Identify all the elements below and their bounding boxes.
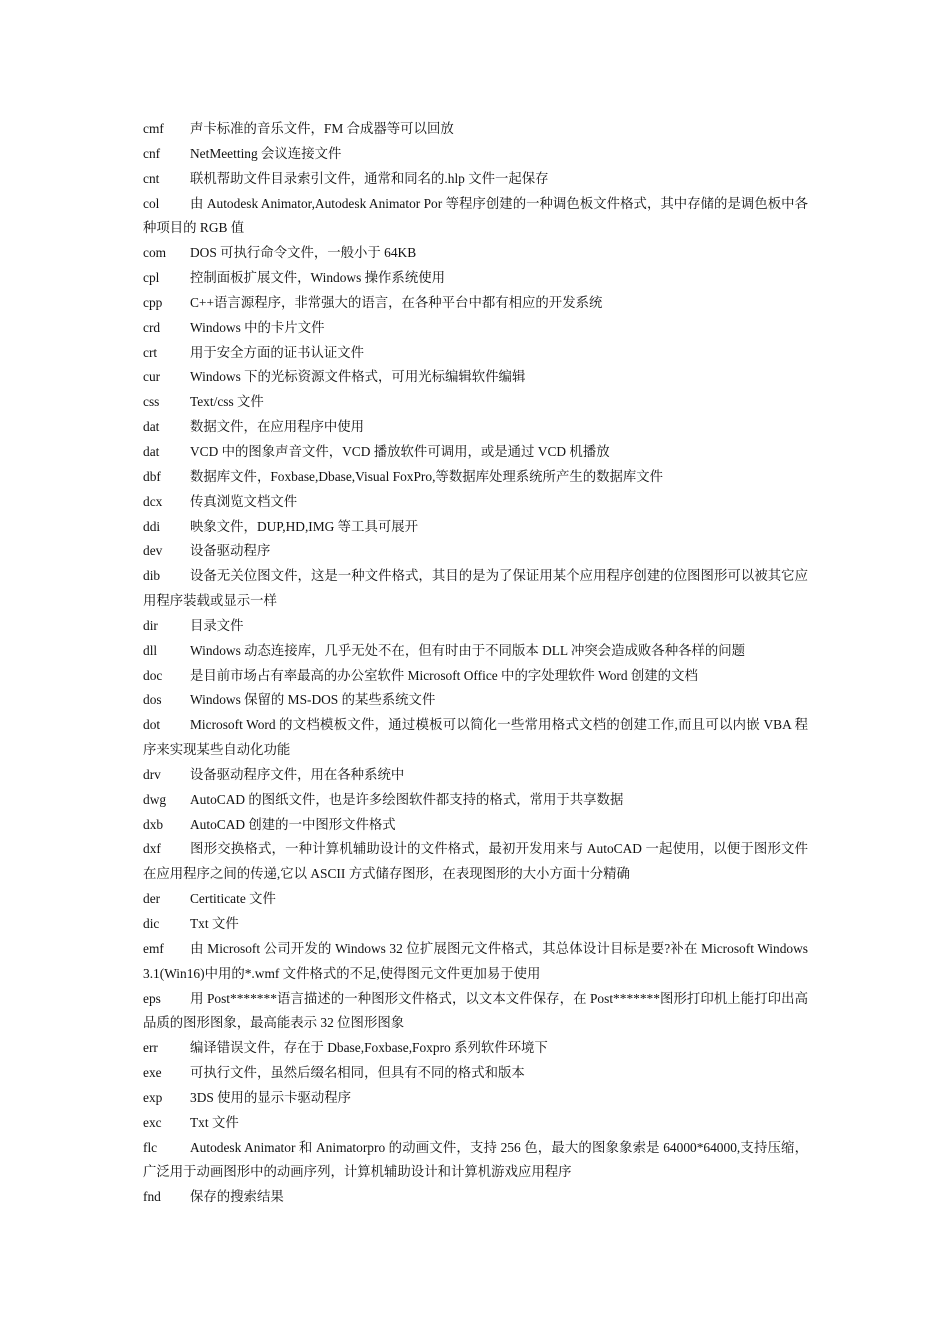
extension-description: 联机帮助文件目录索引文件，通常和同名的.hlp 文件一起保存	[190, 170, 549, 186]
extension-label: crt	[143, 344, 158, 360]
extension-description: Windows 保留的 MS-DOS 的某些系统文件	[190, 692, 436, 708]
list-item	[143, 490, 808, 515]
extension-label: ddi	[143, 518, 161, 534]
extension-description: 传真浏览文档文件	[190, 493, 298, 509]
extension-label: dev	[143, 543, 163, 559]
extension-description: 可执行文件，虽然后缀名相同，但具有不同的格式和版本	[190, 1065, 525, 1081]
extension-label: exe	[143, 1065, 162, 1081]
extension-description: 数据库文件，Foxbase,Dbase,Visual FoxPro,等数据库处理系统所产生的数据库文件	[190, 468, 664, 484]
list-item	[143, 639, 808, 664]
extension-description: 数据文件，在应用程序中使用	[190, 419, 365, 435]
list-item	[143, 564, 808, 614]
list-item	[143, 664, 808, 689]
extension-description: Autodesk Animator 和 Animatorpro 的动画文件，支持 256 色，最大的图象象索是 64000*64000,支持压缩，广泛用于动画图形中的动画序列，计算机辅助设计和计算机游戏应用程序	[143, 1139, 808, 1180]
list-item	[143, 291, 808, 316]
extension-label: cpl	[143, 270, 160, 286]
extension-description: C++语言源程序，非常强大的语言，在各种平台中都有相应的开发系统	[190, 294, 603, 310]
extension-label: dwg	[143, 791, 167, 807]
extension-label: dxf	[143, 841, 161, 857]
extension-label: css	[143, 394, 160, 410]
extension-label: dat	[143, 443, 160, 459]
extension-description: 保存的搜索结果	[190, 1189, 284, 1205]
list-item	[143, 167, 808, 192]
extension-description: 由 Autodesk Animator,Autodesk Animator Por 等程序创建的一种调色板文件格式，其中存储的是调色板中各种项目的 RGB 值	[143, 195, 808, 236]
extension-description: DOS 可执行命令文件，一般小于 64KB	[190, 245, 417, 261]
extension-description: 是目前市场占有率最高的办公室软件 Microsoft Office 中的字处理软件 Word 创建的文档	[190, 667, 698, 683]
extension-label: cur	[143, 369, 161, 385]
extension-description: NetMeetting 会议连接文件	[190, 145, 342, 161]
list-item	[143, 266, 808, 291]
list-item	[143, 1036, 808, 1061]
list-item	[143, 142, 808, 167]
list-item	[143, 241, 808, 266]
extension-description: 目录文件	[190, 617, 244, 633]
extension-description: Windows 下的光标资源文件格式，可用光标编辑软件编辑	[190, 369, 526, 385]
list-item	[143, 788, 808, 813]
extension-description: 声卡标准的音乐文件，FM 合成器等可以回放	[190, 121, 454, 136]
extension-label: drv	[143, 766, 161, 782]
extension-label: cmf	[143, 121, 164, 136]
extension-label: dic	[143, 916, 160, 931]
list-item	[143, 390, 808, 415]
extension-label: dib	[143, 568, 161, 584]
list-item	[143, 539, 808, 564]
list-item	[143, 614, 808, 639]
extension-label: crd	[143, 319, 161, 335]
extension-label: exc	[143, 1114, 162, 1130]
extension-label: com	[143, 245, 167, 261]
extension-label: dat	[143, 419, 160, 435]
extension-label: dcx	[143, 493, 163, 509]
extension-label: der	[143, 891, 161, 907]
list-item	[143, 192, 808, 242]
extension-description: Txt 文件	[190, 1114, 239, 1130]
list-item	[143, 515, 808, 540]
extension-label: doc	[143, 667, 163, 683]
extension-description: Windows 中的卡片文件	[190, 319, 325, 335]
list-item	[143, 713, 808, 763]
extension-description: Certiticate 文件	[190, 891, 276, 907]
extension-label: dbf	[143, 468, 161, 484]
extension-description: 设备驱动程序文件，用在各种系统中	[190, 766, 405, 782]
extension-description: Windows 动态连接库，几乎无处不在，但有时由于不同版本 DLL 冲突会造成败各种各样的问题	[190, 642, 746, 658]
list-item	[143, 987, 808, 1037]
extension-description: 用 Post*******语言描述的一种图形文件格式，以文本文件保存，在 Post*******图形打印机上能打印出高品质的图形图象，最高能表示 32 位图形图象	[143, 990, 808, 1031]
extension-label: dot	[143, 717, 161, 733]
extension-description: AutoCAD 创建的一中图形文件格式	[190, 816, 396, 832]
list-item	[143, 887, 808, 912]
extension-label: eps	[143, 990, 161, 1006]
list-item	[143, 763, 808, 788]
extension-label: cnf	[143, 145, 161, 161]
list-item	[143, 837, 808, 887]
extension-description: 映象文件，DUP,HD,IMG 等工具可展开	[190, 518, 419, 534]
list-item	[143, 1111, 808, 1136]
extension-label: dxb	[143, 816, 164, 832]
extension-label: cpp	[143, 294, 163, 310]
list-item	[143, 1086, 808, 1111]
extension-description: 图形交换格式，一种计算机辅助设计的文件格式，最初开发用来与 AutoCAD 一起使用，以便于图形文件在应用程序之间的传递,它以 ASCII 方式储存图形，在表现图形的大小方面十分精确	[143, 841, 808, 882]
list-item	[143, 1185, 808, 1210]
extension-label: exp	[143, 1089, 163, 1105]
list-item	[143, 440, 808, 465]
extension-description: 设备驱动程序	[190, 543, 271, 559]
list-item	[143, 316, 808, 341]
extension-label: flc	[143, 1139, 158, 1155]
extension-description: Txt 文件	[190, 916, 239, 931]
extension-description: 由 Microsoft 公司开发的 Windows 32 位扩展图元文件格式，其总体设计目标是要?补在 Microsoft Windows 3.1(Win16)中用的*.wmf 文件格式的不足,使得图元文件更加易于使用	[143, 940, 808, 981]
extension-label: dir	[143, 617, 158, 633]
list-item	[143, 688, 808, 713]
list-item	[143, 937, 808, 987]
list-item	[143, 912, 808, 937]
extension-label: cnt	[143, 170, 160, 186]
list-item	[143, 1136, 808, 1186]
list-item	[143, 415, 808, 440]
list-item	[143, 365, 808, 390]
extension-label: col	[143, 195, 160, 211]
extension-label: emf	[143, 940, 164, 956]
extension-label: dll	[143, 642, 158, 658]
extension-description: 3DS 使用的显示卡驱动程序	[190, 1089, 352, 1105]
list-item	[143, 465, 808, 490]
extension-description: 控制面板扩展文件，Windows 操作系统使用	[190, 270, 445, 286]
extension-label: fnd	[143, 1189, 161, 1205]
extension-label: err	[143, 1040, 158, 1056]
extension-description: 用于安全方面的证书认证文件	[190, 344, 365, 360]
extension-description: Text/css 文件	[190, 394, 264, 410]
extension-description: 编译错误文件，存在于 Dbase,Foxbase,Foxpro 系列软件环境下	[190, 1040, 548, 1056]
list-item	[143, 813, 808, 838]
extension-description: Microsoft Word 的文档模板文件，通过模板可以简化一些常用格式文档的创建工作,而且可以内嵌 VBA 程序来实现某些自动化功能	[143, 717, 808, 758]
file-extension-list	[143, 117, 808, 1210]
extension-description: AutoCAD 的图纸文件，也是许多绘图软件都支持的格式，常用于共享数据	[190, 791, 624, 807]
extension-description: VCD 中的图象声音文件，VCD 播放软件可调用，或是通过 VCD 机播放	[190, 443, 610, 459]
extension-label: dos	[143, 692, 162, 708]
list-item	[143, 1061, 808, 1086]
list-item	[143, 117, 808, 142]
extension-description: 设备无关位图文件，这是一种文件格式，其目的是为了保证用某个应用程序创建的位图图形可以被其它应用程序装载或显示一样	[143, 568, 808, 609]
list-item	[143, 341, 808, 366]
